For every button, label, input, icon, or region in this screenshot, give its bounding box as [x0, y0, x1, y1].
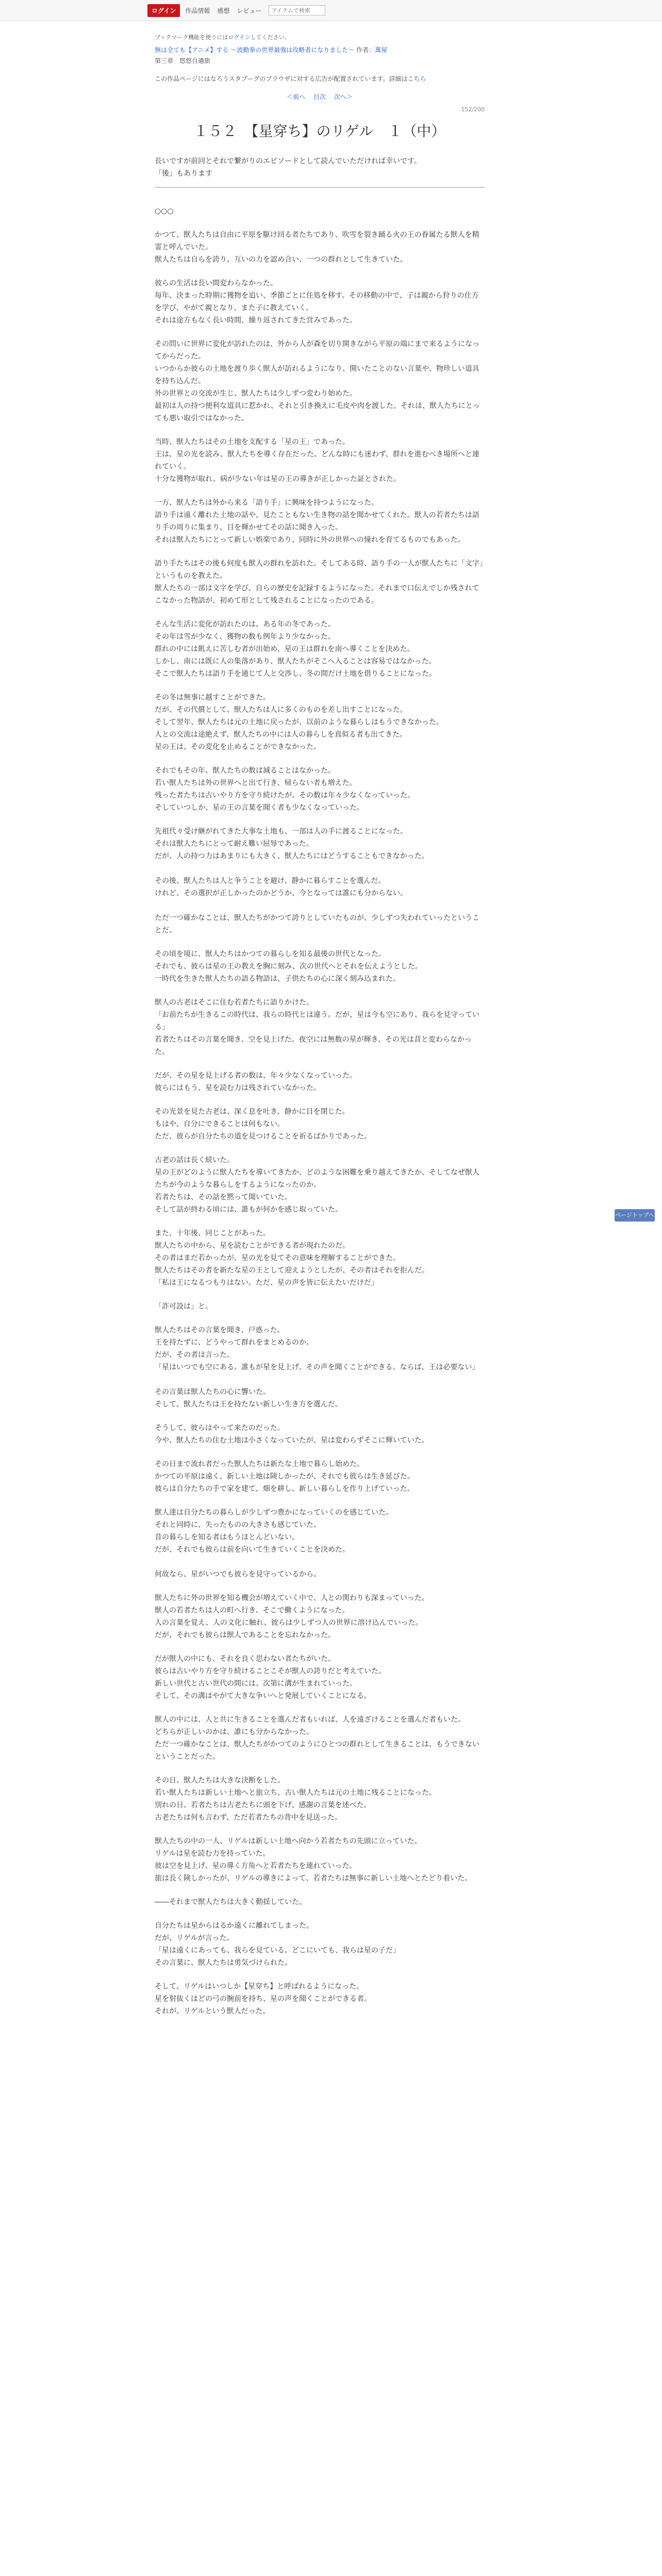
story-body	[155, 205, 485, 2018]
story-paragraph: 「詐可設は」と。	[155, 1302, 212, 1311]
story-paragraph: そして、リゲルはいつしか【星穿ち】と呼ばれるようになった。 星を射抜くほどの弓の腕前を持ち、星の声を聞くことができる者。 それが、リゲルという獣人だった。	[155, 1982, 371, 2015]
preface-text: 長いですが前回とそれで繋がりのエピソードとして読んでいただければ幸いです。 「後」もあります	[155, 157, 421, 178]
story-paragraph: その頃を境に、獣人たちはかつての暮らしを知る最後の世代となった。 それでも、彼らは星の王の教えを胸に刻み、次の世代へとそれを伝えようとした。 一時代を生きた獣人たちの語る物語は、子供たちの心に深く刻み込まれた。	[155, 950, 422, 983]
ad-warning-text: この作品ページにはなろうスタブーグのブラウザに対する広告が配置されています。詳細は	[155, 75, 408, 82]
story-paragraph: 獣人の中には、人と共に生きることを選んだ者もいれば、人を遠ざけることを選んだ者もいた。 どちらが正しいのかは、誰にも分からなかった。 ただ一つ確かなことは、獣人たちがかつてのようにひとつの群れとして生きることは、もうできないということだった。	[155, 1716, 479, 1761]
prev-link[interactable]: ＜前へ	[287, 93, 306, 100]
top-bar-inner	[147, 4, 325, 16]
story-paragraph: 自分たちは星からはるか遠くに離れてしまった。 だが、リゲルが言った。 「星は遠くにあっても、我らを見ている。どこにいても、我らは星の子だ」 その言葉に、獣人たちは勇気づけられた。	[155, 1922, 400, 1967]
story-paragraph: 彼らの生活は長い間変わらなかった。 毎年、決まった時期に獲物を追い、季節ごとに住処を移す。その移動の中で、子は親から狩りの仕方を学び、やがて親となり、また子に教えていく。 それは途方もなく長い時間、繰り返されてきた営みであった。	[155, 279, 479, 325]
story-paragraph: 古老の話は長く続いた。 星の王がどのように獣人たちを導いてきたか、どのような困難を乗り越えてきたか、そしてなぜ獣人たちが今のような暮らしをするようになったのか。 若者たちは、その話を黙って聞いていた。 そして話が終わる頃には、誰もが何かを感じ取っていた。	[155, 1156, 479, 1214]
nav-reviews[interactable]: レビュー	[237, 7, 262, 14]
episode-title: １５２ 【星穿ち】のリゲル １（中）	[193, 123, 446, 140]
story-paragraph: 獣人たちに外の世界を知る機会が増えていく中で、人との関わりも深まっていった。 獣人の若者たちは人の町へ行き、そこで働くようになった。 人の言葉を覚え、人の文化に触れ、彼らは少しずつ人の世界に溶け込んでいった。 だが、それでも彼らは獣人であることを忘れなかった。	[155, 1594, 429, 1639]
author-label: 作者：	[356, 46, 375, 54]
author-link[interactable]: 萬屋	[375, 46, 388, 54]
next-link[interactable]: 次へ＞	[334, 93, 353, 100]
ad-warning-link[interactable]: こちら	[407, 75, 426, 82]
story-paragraph: その日、獣人たちは大きな決断をした。 若い獣人たちは新しい土地へと旅立ち、古い獣人たちは元の土地に残ることになった。 別れの日、若者たちは古老たちに頭を下げ、感謝の言葉を述べた。 古老たちは何も言わず、ただ若者たちの背中を見送った。	[155, 1776, 436, 1822]
notice-text-before: ブックマーク機能を使うには	[155, 34, 228, 41]
story-paragraph: また、十年後、同じことがあった。 獣人たちの中から、星を読むことができる者が現れたのだ。 その者はまだ若かったが、星の光を見てその意味を理解することができた。 獣人たちはその者を新たな星の王として迎えようとしたが、その者はそれを拒んだ。 「私は王になるつもりはない。ただ、星の声を皆に伝えたいだけだ」	[155, 1229, 429, 1287]
notice-login-link[interactable]: ログイン	[228, 34, 251, 41]
login-button[interactable]: ログイン	[147, 4, 180, 17]
search-input[interactable]	[269, 5, 325, 15]
notice-text-after: してください。	[250, 34, 290, 41]
bookmark-notice	[155, 33, 485, 41]
story-paragraph: だが、その星を見上げる者の数は、年々少なくなっていった。 彼らにはもう、星を読む力は残されていなかった。	[155, 1072, 357, 1092]
story-paragraph: かつて、獣人たちは自由に平原を駆け回る者たちであり、吹雪を裂き踊る火の王の眷属たる獣人を精霊と呼んでいた。 獣人たちは自らを誇り、互いの力を認め合い、一つの群れとして生きていた。	[155, 231, 479, 264]
story-paragraph: その冬は無事に越すことができた。 だが、その代償として、獣人たちは人に多くのものを差し出すことになった。 そして翌年、獣人たちは元の土地に戻ったが、以前のような暮らしはもうできなかった。 人との交流は途絶えず、獣人たちの中には人の暮らしを真似る者も出てきた。 星の王は、その変化を止めることができなかった。	[155, 693, 443, 751]
main-content	[155, 33, 485, 2029]
story-paragraph: そんな生活に変化が訪れたのは、ある年の冬であった。 その年は雪が少なく、獲物の数も例年より少なかった。 群れの中には飢えに苦しむ者が出始め、星の王は群れを南へ導くことを決めた。 しかし、南には既に人の集落があり、獣人たちがそこへ入ることは容易ではなかった。 そこで獣人たちは語り手を通じて人と交渉し、冬の間だけ土地を借りることになった。	[155, 620, 436, 678]
nav-novel-info[interactable]: 作品情報	[185, 7, 210, 14]
story-paragraph: ○○○	[155, 207, 174, 215]
story-paragraph: それでもその年、獣人たちの数は減ることはなかった。 若い獣人たちは外の世界へと出て行き、帰らない者も増えた。 残った者たちは古いやり方を守り続けたが、その数は年々少なくなっていった。 そしていつしか、星の王の言葉を聞く者も少なくなっていった。	[155, 767, 415, 812]
story-paragraph: 獣人の古老はそこに住む若者たちに語りかけた。 「お前たちが生きるこの時代は、我らの時代とは違う。だが、星は今も空にあり、我らを見守っている」 若者たちはその言葉を聞き、空を見上げた。夜空には無数の星が輝き、その光は昔と変わらなかった。	[155, 998, 479, 1056]
page-number: 152/200	[461, 106, 485, 113]
story-paragraph: その問いに世界に変化が訪れたのは、外から人が森を切り開きながら平原の端にまで来るようになってからだった。 いつからか彼らの土地を渡り歩く獣人が訪れるようになり、開いたことのない言葉や、物珍しい道具を持ち込んだ。 外の世界との交流が生じ、獣人たちは少しずつ変わり始めた。 最初は人の持つ便利な道具に惹かれ、それと引き換えに毛皮や肉を渡した。それは、獣人たちにとっても悪い取引ではなかった。	[155, 340, 480, 422]
story-paragraph: 獣人達は自分たちの暮らしが少しずつ豊かになっていくのを感じていた。 それと同時に、失ったものの大きさも感じていた。 昔の暮らしを知る者はもうほとんどいない。 だが、それでも彼らは前を向いて生きていくことを決めた。 何故なら、星がいつでも彼らを見守っているから。	[155, 1509, 393, 1579]
series-title-link[interactable]: 無は全ても【アニメ】する ～波動拳の世界最強は攻略者になりました～	[155, 46, 355, 54]
top-bar	[0, 0, 662, 21]
chapter-title: 第三章 悠悠自適旅	[155, 57, 211, 64]
story-paragraph: 一方、獣人たちは外から来る「語り手」に興味を持つようになった。 語り手は遠く離れた土地の話や、見たこともない生き物の話を聞かせてくれた。獣人の若者たちは語り手の周りに集まり、目を輝かせてその話に聞き入った。 それは獣人たちにとって新しい娯楽であり、同時に外の世界への憧れを育てるものでもあった。	[155, 499, 479, 544]
page-top-button[interactable]: ページトップへ	[615, 1209, 655, 1222]
story-paragraph: 語り手たちはその後も何度も獣人の群れを訪れた。そしてある時、語り手の一人が獣人たちに「文字」というものを教えた。 獣人たちの一部は文字を学び、自らの歴史を記録するようになった。それまで口伝えでしか残されてこなかった物語が、初めて形として残されることになったのである。	[155, 560, 483, 605]
pager-top	[155, 92, 485, 101]
story-paragraph: そうして、彼らはやって来たのだった。 今や、獣人たちの住む土地は小さくなっていたが、星は変わらずそこに輝いていた。	[155, 1424, 429, 1445]
story-paragraph: ――それまで獣人たちは大きく動揺していた。	[155, 1898, 306, 1906]
story-paragraph: 獣人たちはその言葉を聞き、戸惑った。 王を持たずに、どうやって群れをまとめるのか。 だが、その者は言った。 「星はいつでも空にある。誰もが星を見上げ、その声を聞くことができる。ならば、王は必要ない」 その言葉は獣人たちの心に響いた。 そして、獣人たちは王を持たない新しい生き方を選んだ。	[155, 1326, 479, 1409]
series-line	[155, 45, 485, 54]
ad-warning	[155, 74, 485, 83]
toc-link[interactable]: 目次	[313, 93, 326, 100]
story-paragraph: その光景を見た古老は、深く息を吐き、静かに目を閉じた。 もはや、自分にできることは何もない。 ただ、彼らが自分たちの道を見つけることを祈るばかりであった。	[155, 1108, 371, 1141]
preface-divider	[155, 187, 485, 188]
story-paragraph: だが獣人の中にも、それを良く思わない者たちがいた。 彼らは古いやり方を守り続けることこそが獣人の誇りだと考えていた。 新しい世代と古い世代の間には、次第に溝が生まれていった。 そして、その溝はやがて大きな争いへと発展していくことになる。	[155, 1655, 386, 1700]
nav-impressions[interactable]: 感想	[217, 7, 230, 14]
story-paragraph: その日まで流れ者だった獣人たちは新たな土地で暮らし始めた。 かつての平原は遠く、新しい土地は険しかったが、それでも彼らは生き延びた。 彼らは自分たちの手で家を建て、畑を耕し、新しい暮らしを作り上げていった。	[155, 1460, 415, 1493]
story-paragraph: 先祖代々受け継がれてきた大事な土地も、一部は人の手に渡ることになった。 それは獣人たちにとって耐え難い屈辱であった。 だが、人の持つ力はあまりにも大きく、獣人たちにはどうすることもできなかった。 その後、獣人たちは人と争うことを避け、静かに暮らすことを選んだ。 けれど、その選択が正しかったのかどうか、今となっては誰にも分からない。 ただ一つ確かなことは、獣人たちがかつて誇りとしていたものが、少しずつ失われていったということだ。	[155, 827, 479, 935]
story-paragraph: 獣人たちの中の一人、リゲルは新しい土地へ向かう若者たちの先頭に立っていた。 リゲルは星を読む力を持っていた。 彼は空を見上げ、星の導く方角へと若者たちを連れていった。 旅は長く険しかったが、リゲルの導きによって、若者たちは無事に新しい土地へとたどり着いた。	[155, 1837, 472, 1883]
story-paragraph: 当時、獣人たちはその土地を支配する「星の王」であった。 王は、星の光を読み、獣人たちを導く存在だった。どんな時にも迷わず、群れを進むべき場所へと連れていく。 十分な獲物が取れ、病が少ない年は星の王の導きが正しかった証とされた。	[155, 438, 479, 483]
